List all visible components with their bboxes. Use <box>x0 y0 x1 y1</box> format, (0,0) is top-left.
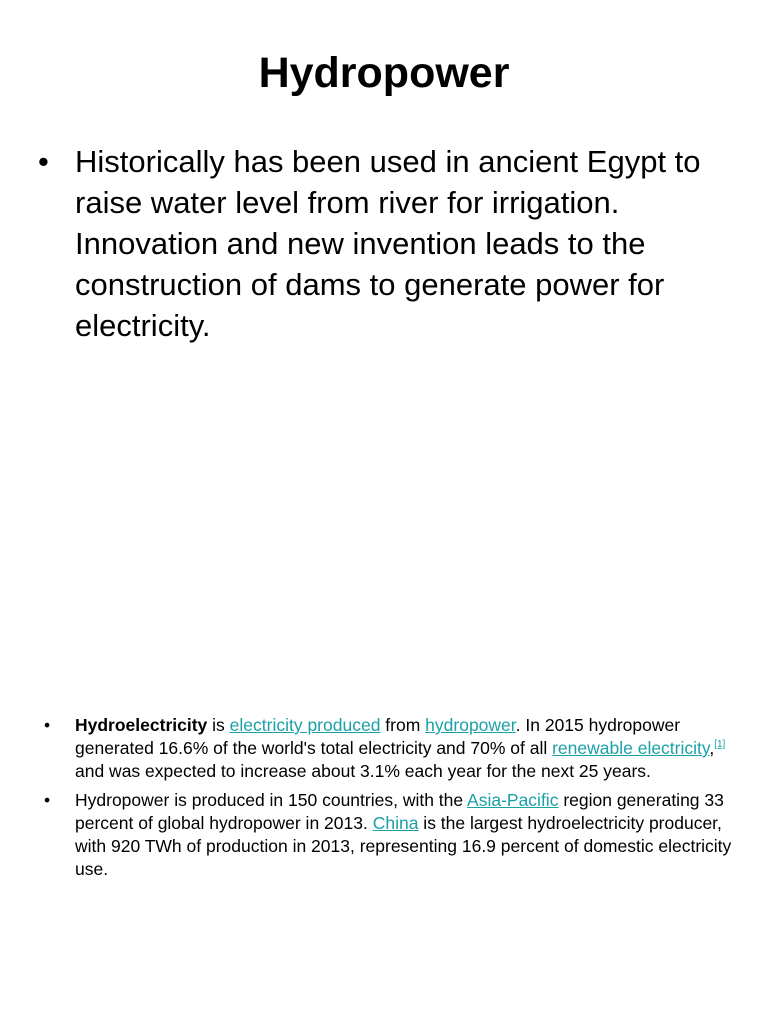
text-fragment: . In 2015 hydropower generated 16.6% of the world's total electricity and 70% of all <box>75 715 681 758</box>
bullet-icon: • <box>38 144 49 179</box>
link-renewable-electricity[interactable]: renewable electricity <box>552 738 710 758</box>
text-fragment: and was expected to increase about 3.1% each year for the next 25 years. <box>75 761 651 781</box>
main-bullet-list <box>38 141 738 346</box>
link-hydropower[interactable]: hydropower <box>425 715 516 735</box>
main-bullet-text: Historically has been used in ancient Egypt to raise water level from river for irrigation. Innovation and new invention leads to the construction of dams to generate power for electricity. <box>75 144 701 343</box>
link-electricity-produced[interactable]: electricity produced <box>229 715 381 735</box>
link-asia-pacific[interactable]: Asia-Pacific <box>467 790 559 810</box>
text-fragment: Hydropower is produced in 150 countries, with the <box>75 790 468 810</box>
term-hydroelectricity: Hydroelectricity <box>75 715 208 735</box>
wiki-bullet-item-2 <box>44 789 734 881</box>
text-fragment: region generating 33 percent of global hydropower in 2013. <box>75 790 724 833</box>
text-fragment: is <box>207 715 230 735</box>
text-fragment: is the largest hydroelectricity producer, with 920 TWh of production in 2013, representing 16.9 percent of domestic electricity use. <box>75 813 732 879</box>
wiki-bullet-item-1 <box>44 714 734 783</box>
reference-link-1[interactable]: [1] <box>714 739 726 751</box>
text-fragment: from <box>380 715 426 735</box>
bullet-icon: • <box>44 715 51 735</box>
main-bullet-item <box>38 141 738 346</box>
bullet-icon: • <box>44 790 51 810</box>
link-china[interactable]: China <box>372 813 419 833</box>
text-fragment: , <box>709 738 715 758</box>
wiki-bullet-list <box>44 714 734 887</box>
slide-title: Hydropower <box>258 49 510 97</box>
